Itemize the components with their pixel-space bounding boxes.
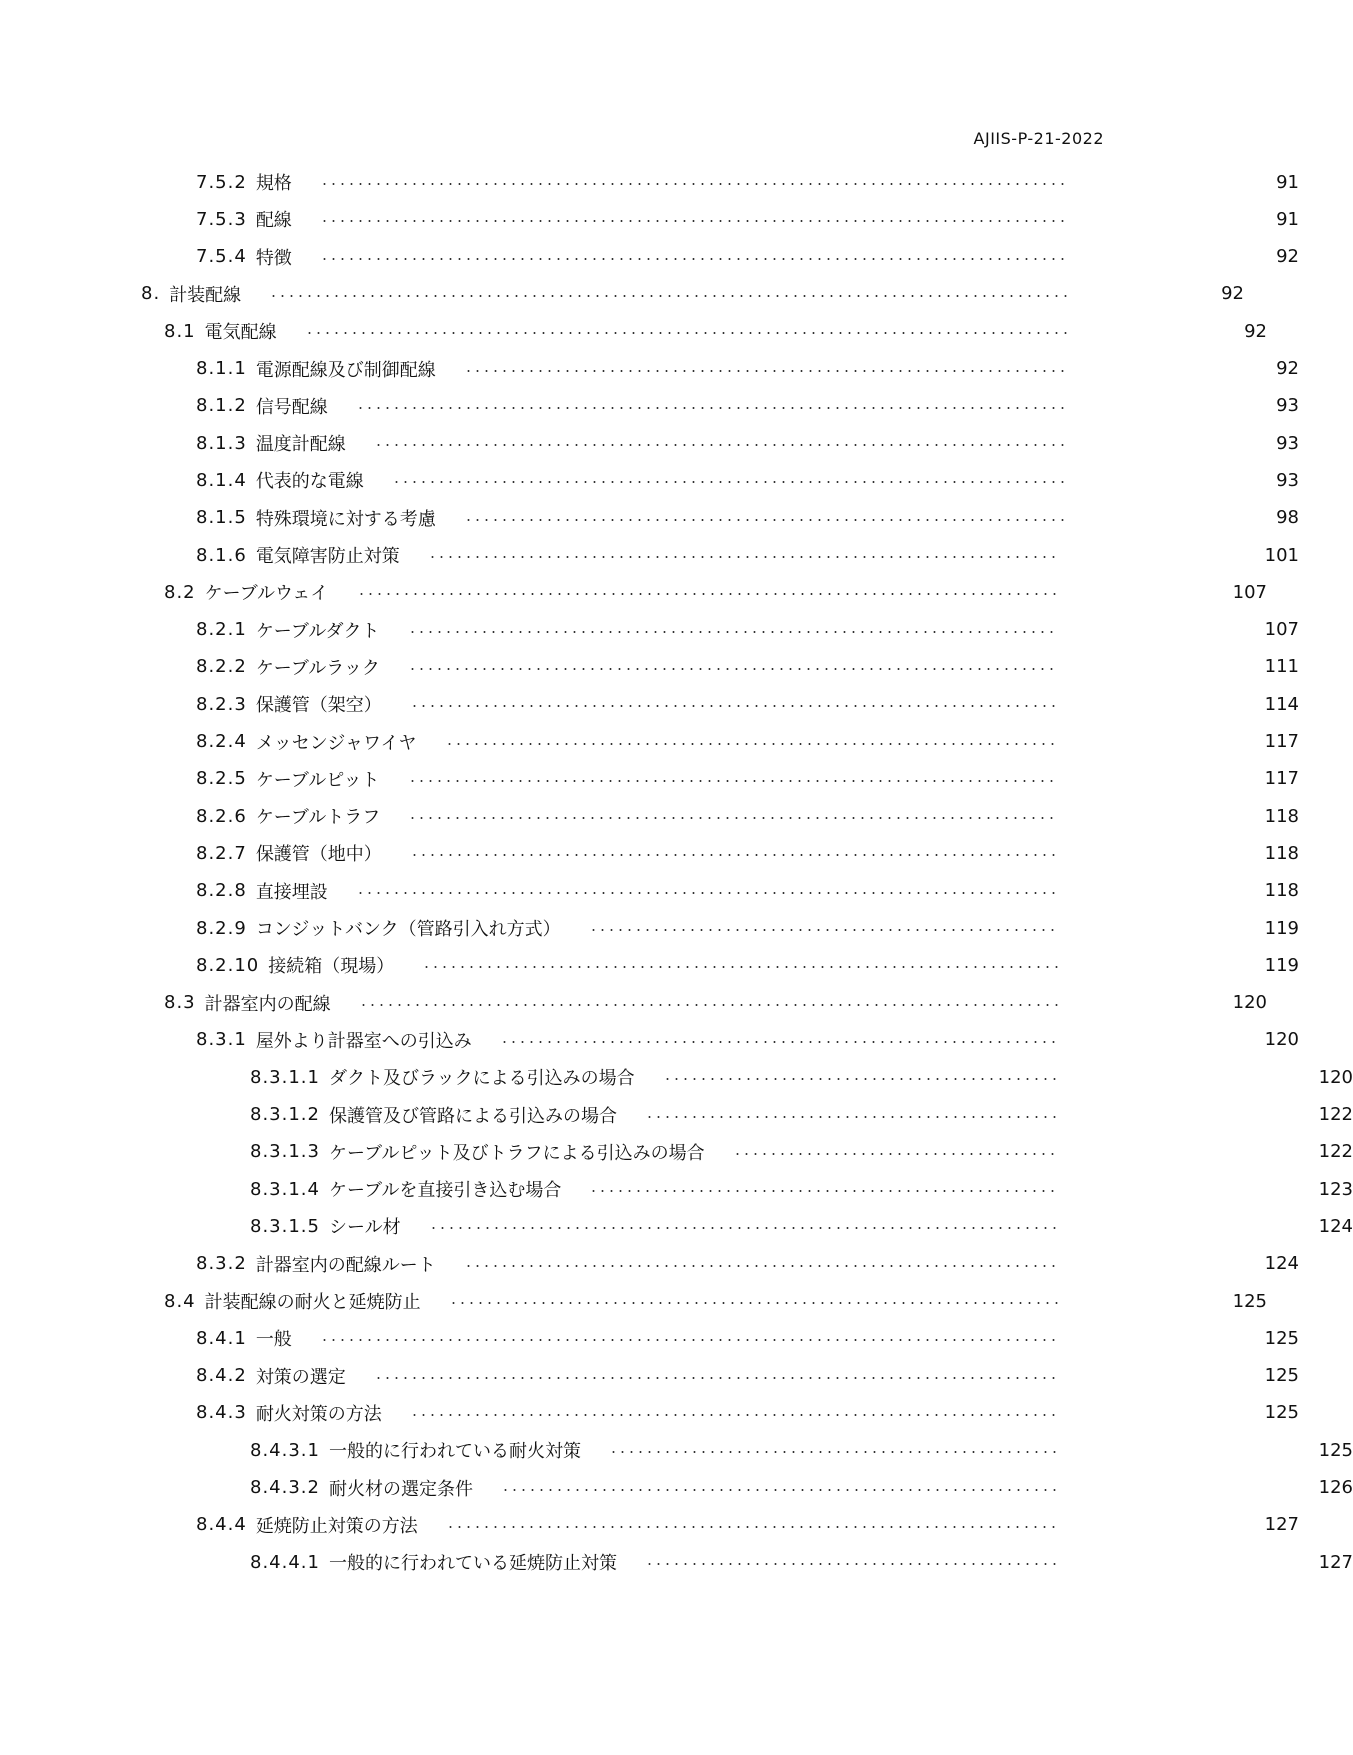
toc-entry-title: ケーブルウェイ <box>204 583 329 605</box>
toc-entry-number: 8.4.2 <box>196 1365 247 1387</box>
toc-entry-number: 8.2 <box>164 581 196 603</box>
toc-entry[interactable] <box>0 914 1299 942</box>
toc-entry-number: 8.4.4.1 <box>250 1551 320 1573</box>
toc-leader-dots <box>446 1526 1059 1528</box>
toc-leader-dots <box>320 183 1070 185</box>
toc-entry-page: 126 <box>1318 1477 1353 1498</box>
toc-entry-title: 配線 <box>255 210 292 232</box>
toc-entry-page: 117 <box>1264 731 1299 752</box>
toc-entry[interactable] <box>0 504 1299 532</box>
toc-entry-number: 8.4.4 <box>196 1514 247 1536</box>
toc-entry-page: 125 <box>1232 1290 1267 1312</box>
toc-entry-title: 規格 <box>255 173 292 194</box>
toc-entry-page: 101 <box>1264 544 1299 566</box>
toc-entry[interactable] <box>0 355 1299 383</box>
toc-leader-dots <box>408 780 1059 782</box>
toc-entry-title: 一般的に行われている耐火対策 <box>328 1441 581 1463</box>
toc-entry[interactable] <box>0 653 1299 681</box>
toc-entry[interactable] <box>0 317 1267 345</box>
toc-leader-dots <box>374 1377 1059 1379</box>
toc-entry-page: 93 <box>1276 469 1299 491</box>
toc-entry-page: 111 <box>1264 656 1299 678</box>
toc-entry-title: ケーブルトラフ <box>255 807 381 829</box>
toc-entry-number: 8.3 <box>164 992 196 1014</box>
toc-leader-dots <box>500 1041 1059 1043</box>
toc-leader-dots <box>392 481 1070 483</box>
toc-entry-number: 8.4.3.2 <box>250 1477 320 1498</box>
toc-entry[interactable] <box>0 1212 1353 1240</box>
toc-entry-number: 8.3.1.1 <box>250 1066 320 1088</box>
toc-entry-page: 98 <box>1276 507 1299 529</box>
toc-entry-page: 122 <box>1318 1141 1353 1163</box>
toc-entry-number: 8.1.6 <box>196 544 247 566</box>
toc-entry-number: 8.2.4 <box>196 731 247 752</box>
toc-entry-number: 8.3.1.3 <box>250 1141 320 1163</box>
toc-entry-page: 119 <box>1264 954 1299 976</box>
toc-entry-title: 温度計配線 <box>255 434 346 456</box>
toc-entry-page: 117 <box>1264 768 1299 790</box>
toc-entry-title: 信号配線 <box>255 396 328 418</box>
toc-entry-page: 93 <box>1276 432 1299 454</box>
toc-leader-dots <box>429 1227 1059 1229</box>
toc-entry-page: 120 <box>1264 1029 1299 1051</box>
toc-entry-title: ダクト及びラックによる引込みの場合 <box>328 1068 635 1090</box>
toc-entry-page: 124 <box>1318 1215 1353 1237</box>
toc-entry-page: 114 <box>1264 693 1299 715</box>
toc-entry[interactable] <box>0 541 1299 569</box>
toc-entry-title: ケーブルを直接引き込む場合 <box>328 1180 562 1202</box>
toc-entry-number: 8.2.9 <box>196 917 247 939</box>
toc-entry[interactable] <box>0 1474 1353 1502</box>
toc-leader-dots <box>356 407 1070 409</box>
toc-entry[interactable] <box>0 1436 1353 1464</box>
toc-entry-number: 8.4.3 <box>196 1402 247 1424</box>
toc-entry-number: 8.3.1.2 <box>250 1104 320 1125</box>
toc-entry-title: シール材 <box>328 1217 401 1239</box>
toc-entry-title: ケーブルダクト <box>255 620 380 642</box>
toc-entry-number: 8.3.1.4 <box>250 1178 320 1200</box>
toc-entry-page: 118 <box>1264 842 1299 864</box>
toc-entry-number: 8.1.4 <box>196 469 247 491</box>
toc-entry[interactable] <box>0 280 1244 308</box>
toc-entry-title: ケーブルピット <box>255 769 380 791</box>
toc-entry-title: 特殊環境に対する考慮 <box>255 508 436 530</box>
toc-leader-dots <box>320 1339 1059 1341</box>
toc-entry-page: 125 <box>1264 1327 1299 1349</box>
toc-leader-dots <box>408 668 1059 670</box>
toc-leader-dots <box>410 705 1059 707</box>
toc-entry-title: 延焼防止対策の方法 <box>255 1515 418 1537</box>
toc-entry[interactable] <box>0 392 1299 420</box>
toc-entry-number: 8.2.2 <box>196 656 247 678</box>
toc-entry[interactable] <box>0 839 1299 867</box>
toc-entry-title: 一般的に行われている延焼防止対策 <box>328 1553 617 1575</box>
toc-entry[interactable] <box>0 1324 1299 1352</box>
toc-entry-title: コンジットバンク（管路引入れ方式） <box>255 919 561 940</box>
toc-leader-dots <box>663 1078 1059 1080</box>
toc-entry[interactable] <box>0 1138 1353 1166</box>
toc-entry-page: 125 <box>1264 1365 1299 1387</box>
toc-entry-title: 屋外より計器室への引込み <box>255 1030 472 1052</box>
toc-leader-dots <box>609 1451 1059 1453</box>
toc-entry[interactable] <box>0 429 1299 457</box>
toc-entry[interactable] <box>0 1101 1353 1129</box>
toc-entry[interactable] <box>0 1175 1353 1203</box>
toc-entry-title: 計装配線の耐火と延焼防止 <box>204 1292 421 1313</box>
toc-entry-page: 107 <box>1264 619 1299 641</box>
toc-entry-title: 電源配線及び制御配線 <box>255 359 436 381</box>
toc-leader-dots <box>645 1116 1059 1118</box>
toc-entry-number: 7.5.4 <box>196 246 247 268</box>
toc-entry[interactable] <box>0 1548 1353 1576</box>
document-id: AJIIS-P-21-2022 <box>973 129 1104 148</box>
toc-entry[interactable] <box>0 951 1299 979</box>
toc-leader-dots <box>449 1302 1059 1304</box>
toc-entry-page: 91 <box>1276 171 1299 193</box>
toc-leader-dots <box>359 1004 1059 1006</box>
toc-entry[interactable] <box>0 1026 1299 1054</box>
toc-entry-number: 8.2.5 <box>196 768 247 790</box>
toc-entry[interactable] <box>0 616 1299 644</box>
toc-entry[interactable] <box>0 1063 1353 1091</box>
toc-entry[interactable] <box>0 168 1299 196</box>
toc-entry-title: 一般 <box>255 1329 292 1351</box>
toc-leader-dots <box>269 295 1070 297</box>
toc-leader-dots <box>589 1190 1059 1192</box>
toc-entry-number: 8. <box>141 283 161 305</box>
toc-entry-title: 電気障害防止対策 <box>255 546 400 567</box>
toc-entry-number: 8.3.2 <box>196 1253 247 1275</box>
toc-entry-page: 124 <box>1264 1253 1299 1275</box>
toc-entry-title: 対策の選定 <box>255 1366 346 1388</box>
toc-entry-number: 8.1.5 <box>196 507 247 529</box>
toc-entry-title: 保護管及び管路による引込みの場合 <box>328 1105 617 1127</box>
toc-leader-dots <box>356 892 1059 894</box>
toc-entry-page: 93 <box>1276 395 1299 417</box>
toc-entry-page: 120 <box>1318 1066 1353 1088</box>
toc-entry-title: 保護管（架空） <box>255 695 382 717</box>
toc-entry[interactable] <box>0 1511 1299 1539</box>
toc-leader-dots <box>428 556 1059 558</box>
toc-entry-title: 代表的な電線 <box>255 471 364 493</box>
toc-entry-title: 接続箱（現場） <box>268 956 395 978</box>
toc-entry-number: 8.1.2 <box>196 395 247 417</box>
toc-entry-number: 8.4.1 <box>196 1327 247 1349</box>
toc-leader-dots <box>410 854 1059 856</box>
toc-entry[interactable] <box>0 466 1299 494</box>
toc-entry[interactable] <box>0 802 1299 830</box>
toc-entry-title: 耐火材の選定条件 <box>328 1478 473 1500</box>
toc-entry[interactable] <box>0 877 1299 905</box>
toc-entry-title: 耐火対策の方法 <box>255 1403 382 1425</box>
toc-entry-page: 127 <box>1318 1551 1353 1573</box>
toc-entry-number: 8.1.1 <box>196 358 247 379</box>
toc-leader-dots <box>589 929 1059 931</box>
toc-entry-page: 118 <box>1264 805 1299 827</box>
toc-leader-dots <box>464 370 1070 372</box>
toc-entry[interactable] <box>0 989 1267 1017</box>
toc-leader-dots <box>464 519 1070 521</box>
toc-entry-number: 8.2.1 <box>196 619 247 641</box>
toc-entry-number: 7.5.3 <box>196 208 247 230</box>
toc-entry-page: 118 <box>1264 880 1299 902</box>
toc-leader-dots <box>408 631 1059 633</box>
toc-entry-number: 8.2.8 <box>196 880 247 902</box>
toc-entry-number: 8.1.3 <box>196 432 247 454</box>
toc-leader-dots <box>501 1489 1059 1491</box>
toc-entry-page: 92 <box>1244 320 1267 342</box>
toc-entry-number: 8.1 <box>164 320 196 342</box>
toc-entry-number: 8.4 <box>164 1290 196 1312</box>
toc-leader-dots <box>357 593 1059 595</box>
toc-entry[interactable] <box>0 1250 1299 1278</box>
toc-leader-dots <box>422 966 1059 968</box>
toc-entry[interactable] <box>0 578 1267 606</box>
toc-entry-page: 122 <box>1318 1104 1353 1125</box>
toc-entry-title: ケーブルラック <box>255 657 380 679</box>
toc-entry-number: 8.3.1.5 <box>250 1215 320 1237</box>
toc-entry-page: 120 <box>1232 992 1267 1014</box>
toc-entry-number: 8.2.6 <box>196 805 247 827</box>
toc-entry-title: 保護管（地中） <box>255 844 382 866</box>
toc-entry-title: 電気配線 <box>204 322 277 344</box>
toc-entry-page: 127 <box>1264 1514 1299 1536</box>
toc-leader-dots <box>410 1414 1059 1416</box>
toc-entry-page: 125 <box>1318 1439 1353 1461</box>
toc-entry-title: 計器室内の配線ルート <box>255 1254 436 1276</box>
toc-entry-page: 92 <box>1276 246 1299 268</box>
toc-entry-number: 7.5.2 <box>196 171 247 193</box>
toc-entry[interactable] <box>0 243 1299 271</box>
toc-entry-title: 計器室内の配線 <box>204 993 331 1015</box>
toc-entry-page: 123 <box>1318 1178 1353 1200</box>
toc-entry-title: ケーブルピット及びトラフによる引込みの場合 <box>328 1142 705 1164</box>
toc-entry[interactable] <box>0 1362 1299 1390</box>
toc-leader-dots <box>320 258 1070 260</box>
toc-entry-title: 計装配線 <box>169 284 242 306</box>
toc-leader-dots <box>408 817 1059 819</box>
toc-leader-dots <box>445 743 1059 745</box>
toc-entry-number: 8.4.3.1 <box>250 1439 320 1461</box>
toc-leader-dots <box>305 332 1070 334</box>
toc-entry[interactable] <box>0 765 1299 793</box>
toc-entry-page: 92 <box>1221 283 1244 305</box>
toc-entry-number: 8.3.1 <box>196 1029 247 1051</box>
toc-entry-number: 8.2.7 <box>196 842 247 864</box>
toc-entry-number: 8.2.3 <box>196 693 247 715</box>
toc-entry[interactable] <box>0 1399 1299 1427</box>
toc-entry-title: メッセンジャワイヤ <box>255 732 417 754</box>
toc-entry-page: 92 <box>1276 358 1299 379</box>
toc-entry-page: 125 <box>1264 1402 1299 1424</box>
toc-entry[interactable] <box>0 1287 1267 1315</box>
toc-leader-dots <box>320 220 1070 222</box>
toc-leader-dots <box>733 1153 1059 1155</box>
toc-entry-title: 直接埋設 <box>255 881 328 903</box>
toc-leader-dots <box>645 1563 1059 1565</box>
toc-entry-number: 8.2.10 <box>196 954 260 976</box>
toc-entry[interactable] <box>0 728 1299 756</box>
toc-entry-page: 119 <box>1264 917 1299 939</box>
toc-entry[interactable] <box>0 205 1299 233</box>
toc-entry-page: 91 <box>1276 208 1299 230</box>
toc-leader-dots <box>374 444 1070 446</box>
toc-entry[interactable] <box>0 690 1299 718</box>
toc-entry-page: 107 <box>1232 581 1267 603</box>
toc-entry-title: 特徴 <box>255 247 292 269</box>
toc-leader-dots <box>464 1265 1059 1267</box>
